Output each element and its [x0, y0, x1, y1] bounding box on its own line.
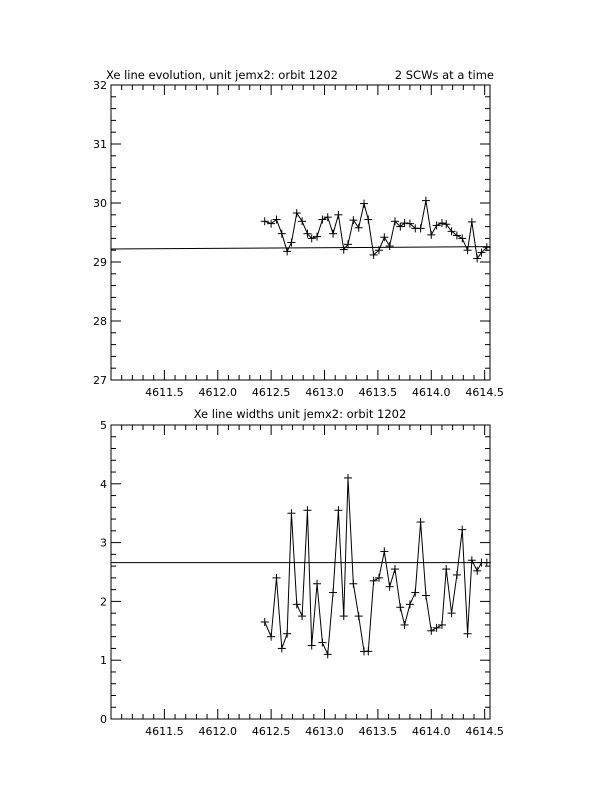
data-point: [278, 230, 286, 238]
reference-line-group: [111, 247, 490, 249]
data-point: [427, 231, 435, 239]
x-tick-label: 4614.0: [412, 725, 451, 738]
reference-line: [111, 247, 490, 249]
data-point: [448, 609, 456, 617]
data-point: [272, 216, 280, 224]
data-point: [278, 644, 286, 652]
y-tick-label: 29: [93, 256, 107, 269]
data-point: [442, 565, 450, 573]
y-tick-label: 2: [100, 595, 107, 609]
y-tick-label: 32: [93, 79, 107, 92]
data-point: [349, 580, 357, 588]
data-point: [329, 589, 337, 597]
data-point: [464, 246, 472, 254]
data-point: [422, 592, 430, 600]
data-point: [267, 633, 275, 641]
x-tick-label: 4612.0: [198, 725, 238, 738]
data-point: [349, 216, 357, 224]
data-point: [303, 506, 311, 514]
data-point: [391, 565, 399, 573]
data-point: [473, 567, 481, 575]
chart-panel-evolution: [93, 68, 504, 399]
data-point: [364, 647, 372, 655]
x-tick-label: 4613.0: [305, 386, 344, 399]
data-point: [360, 200, 368, 208]
y-tick-label: 27: [93, 374, 107, 387]
series-group: [261, 197, 491, 263]
axis-ticks: [111, 425, 490, 719]
y-tick-label: 3: [100, 536, 107, 550]
y-tick-label: 0: [100, 713, 107, 726]
data-point: [318, 639, 326, 647]
chart-title: Xe line evolution, unit jemx2: orbit 1202: [106, 68, 338, 82]
x-tick-label: 4612.0: [198, 386, 238, 399]
data-point: [401, 621, 409, 629]
data-point: [272, 574, 280, 582]
data-point: [287, 239, 295, 247]
data-point: [396, 603, 404, 611]
data-point: [364, 216, 372, 224]
x-tick-label: 4611.5: [145, 725, 184, 738]
plot-frame: [111, 425, 490, 719]
data-point: [380, 547, 388, 555]
data-point: [422, 197, 430, 205]
data-point: [293, 600, 301, 608]
axis-tick-labels: [100, 419, 504, 738]
data-point: [298, 217, 306, 225]
x-tick-label: 4614.5: [465, 386, 504, 399]
data-point: [298, 612, 306, 620]
data-point: [355, 224, 363, 232]
data-point: [293, 209, 301, 217]
y-tick-label: 4: [100, 477, 107, 491]
y-tick-label: 1: [100, 654, 107, 668]
chart-subtitle: 2 SCWs at a time: [394, 68, 494, 82]
data-point: [340, 612, 348, 620]
data-point: [442, 220, 450, 228]
data-point: [406, 600, 414, 608]
x-tick-label: 4612.5: [251, 725, 291, 738]
series-group: [261, 474, 491, 658]
data-point: [386, 583, 394, 591]
y-tick-label: 30: [93, 197, 107, 210]
data-point: [473, 254, 481, 262]
x-tick-label: 4611.5: [145, 386, 184, 399]
data-point: [417, 224, 425, 232]
x-tick-label: 4613.5: [358, 725, 398, 738]
data-point: [355, 612, 363, 620]
chart-panel-widths: [100, 407, 504, 738]
data-point: [380, 233, 388, 241]
x-tick-label: 4613.5: [358, 386, 398, 399]
y-tick-label: 28: [93, 315, 107, 328]
data-point: [411, 589, 419, 597]
data-point: [448, 227, 456, 235]
data-point: [468, 218, 476, 226]
data-point: [287, 509, 295, 517]
data-point: [283, 630, 291, 638]
data-point: [417, 518, 425, 526]
data-point: [344, 474, 352, 482]
data-point: [308, 642, 316, 650]
data-point: [313, 233, 321, 241]
data-point: [324, 650, 332, 658]
data-point: [453, 571, 461, 579]
data-point: [334, 506, 342, 514]
data-point: [464, 630, 472, 638]
data-point: [261, 618, 269, 626]
data-point: [386, 242, 394, 250]
x-tick-label: 4614.5: [465, 725, 504, 738]
data-point: [329, 230, 337, 238]
chart-title: Xe line widths unit jemx2: orbit 1202: [193, 407, 407, 421]
x-tick-label: 4613.0: [305, 725, 344, 738]
y-tick-label: 31: [93, 138, 107, 151]
x-tick-label: 4612.5: [251, 386, 291, 399]
data-point: [283, 247, 291, 255]
axis-tick-labels: [93, 79, 504, 399]
x-tick-label: 4614.0: [412, 386, 451, 399]
data-point: [334, 211, 342, 219]
y-tick-label: 5: [100, 419, 107, 432]
data-point: [313, 580, 321, 588]
series-line: [265, 478, 487, 654]
data-point: [458, 526, 466, 534]
